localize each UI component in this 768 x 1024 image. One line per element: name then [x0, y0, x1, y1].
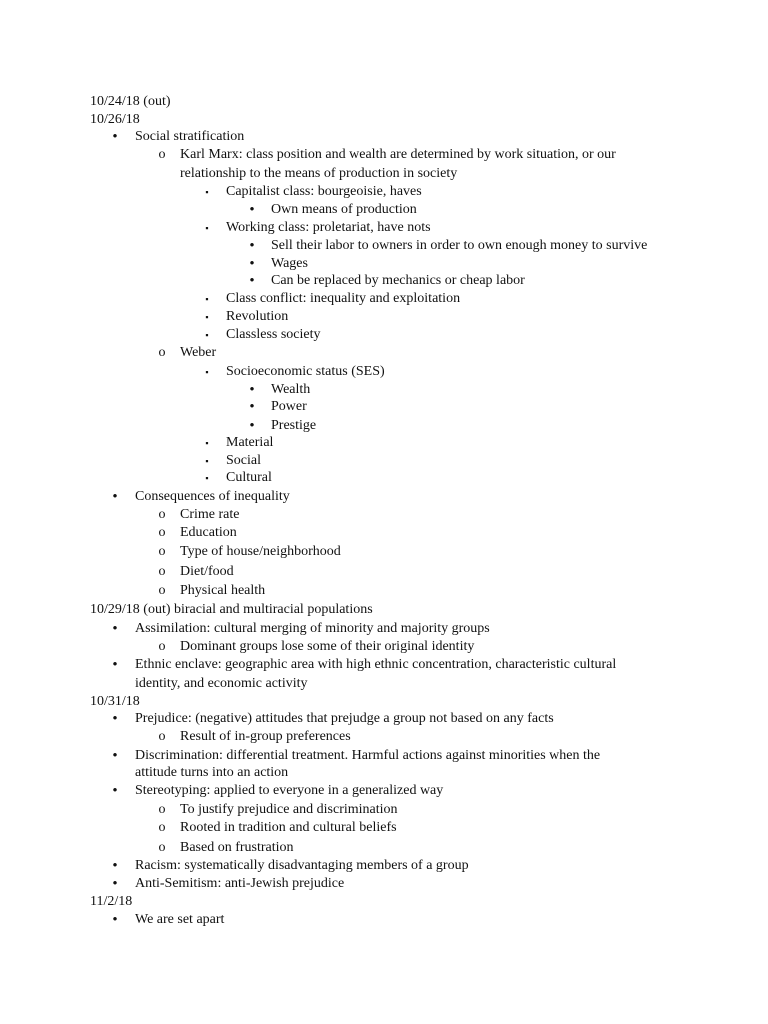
outline-line [0, 728, 768, 747]
bullet-marker: ▪ [205, 473, 209, 483]
bullet-marker: ▪ [205, 438, 209, 448]
outline-text: Dominant groups lose some of their original identity [180, 639, 475, 654]
bullet-marker: • [249, 256, 255, 272]
outline-text: Socioeconomic status (SES) [226, 364, 385, 379]
outline-text: Education [180, 525, 237, 540]
outline-text: Material [226, 435, 274, 450]
outline-text: Result of in-group preferences [180, 729, 351, 744]
outline-line [0, 543, 768, 562]
bullet-marker: o [158, 507, 166, 522]
outline-text: Assimilation: cultural merging of minority and majority groups [135, 621, 490, 636]
bullet-marker: o [158, 345, 166, 360]
outline-line [0, 524, 768, 543]
outline-line [0, 601, 768, 620]
bullet-marker: • [112, 748, 118, 764]
outline-line [0, 398, 768, 417]
outline-text: Power [271, 399, 307, 414]
outline-line [0, 911, 768, 930]
outline-text: Capitalist class: bourgeoisie, haves [226, 184, 422, 199]
bullet-marker: ▪ [205, 367, 209, 377]
bullet-marker: o [158, 564, 166, 579]
outline-line [0, 582, 768, 601]
outline-line [0, 506, 768, 525]
outline-line [0, 875, 768, 894]
outline-line [0, 219, 768, 238]
outline-line [0, 893, 768, 912]
outline-line [0, 819, 768, 838]
outline-line [0, 201, 768, 220]
outline-line [0, 93, 768, 112]
outline-text: Ethnic enclave: geographic area with high ethnic concentration, characteristic cultural [135, 657, 617, 672]
bullet-marker: ▪ [205, 330, 209, 340]
outline-line [0, 563, 768, 582]
outline-line [0, 782, 768, 801]
bullet-marker: o [158, 525, 166, 540]
outline-text: Prestige [271, 418, 317, 433]
outline-text: Can be replaced by mechanics or cheap labor [271, 273, 525, 288]
bullet-marker: o [158, 802, 166, 817]
bullet-marker: o [158, 147, 166, 162]
outline-text: identity, and economic activity [135, 676, 308, 691]
outline-text: Sell their labor to owners in order to own enough money to survive [271, 238, 648, 253]
outline-text: Physical health [180, 583, 266, 598]
outline-line [0, 801, 768, 820]
outline-text: Social stratification [135, 129, 245, 144]
outline-text: Rooted in tradition and cultural beliefs [180, 820, 397, 835]
outline-text: Working class: proletariat, have nots [226, 220, 431, 235]
outline-text: Classless society [226, 327, 321, 342]
date-heading: 10/24/18 (out) [90, 94, 171, 109]
bullet-marker: o [158, 820, 166, 835]
outline-line [0, 857, 768, 876]
outline-line [0, 620, 768, 639]
outline-text: relationship to the means of production in society [180, 166, 458, 181]
bullet-marker: • [112, 876, 118, 892]
bullet-marker: ▪ [205, 223, 209, 233]
outline-line [0, 308, 768, 327]
outline-line [0, 290, 768, 309]
outline-line [0, 469, 768, 488]
bullet-marker: • [112, 783, 118, 799]
outline-text: We are set apart [135, 912, 225, 927]
bullet-marker: o [158, 639, 166, 654]
outline-text: Based on frustration [180, 840, 294, 855]
outline-line [0, 434, 768, 453]
outline-line [0, 344, 768, 363]
bullet-marker: • [112, 129, 118, 145]
outline-line [0, 839, 768, 858]
bullet-marker: o [158, 544, 166, 559]
date-heading: 10/31/18 [90, 694, 140, 709]
outline-text: Weber [180, 345, 217, 360]
bullet-marker: • [112, 711, 118, 727]
outline-text: Racism: systematically disadvantaging members of a group [135, 858, 469, 873]
outline-text: Discrimination: differential treatment. Harmful actions against minorities when the [135, 748, 601, 763]
bullet-marker: • [249, 418, 255, 434]
date-heading: 10/29/18 (out) biracial and multiracial populations [90, 602, 373, 617]
outline-text: Cultural [226, 470, 272, 485]
bullet-marker: • [112, 657, 118, 673]
bullet-marker: • [112, 489, 118, 505]
outline-text: To justify prejudice and discrimination [180, 802, 398, 817]
outline-line [0, 326, 768, 345]
bullet-marker: • [112, 912, 118, 928]
bullet-marker: • [249, 399, 255, 415]
bullet-marker: • [249, 202, 255, 218]
outline-line [0, 272, 768, 291]
outline-text: Wealth [271, 382, 311, 397]
outline-text: Consequences of inequality [135, 489, 290, 504]
outline-line [0, 146, 768, 165]
bullet-marker: • [249, 382, 255, 398]
outline-text: Stereotyping: applied to everyone in a generalized way [135, 783, 444, 798]
outline-text: attitude turns into an action [135, 765, 289, 780]
outline-line [0, 165, 768, 184]
bullet-marker: • [249, 238, 255, 254]
bullet-marker: • [112, 621, 118, 637]
outline-text: Anti-Semitism: anti-Jewish prejudice [135, 876, 345, 891]
bullet-marker: ▪ [205, 187, 209, 197]
outline-text: Social [226, 453, 261, 468]
outline-line [0, 638, 768, 657]
outline-text: Crime rate [180, 507, 240, 522]
outline-text: Type of house/neighborhood [180, 544, 341, 559]
outline-line [0, 764, 768, 783]
outline-text: Own means of production [271, 202, 417, 217]
outline-line [0, 710, 768, 729]
outline-line [0, 675, 768, 694]
bullet-marker: o [158, 729, 166, 744]
outline-text: Class conflict: inequality and exploitation [226, 291, 461, 306]
outline-text: Wages [271, 256, 308, 271]
bullet-marker: ▪ [205, 456, 209, 466]
outline-line [0, 363, 768, 382]
bullet-marker: ▪ [205, 294, 209, 304]
outline-line [0, 237, 768, 256]
outline-text: Prejudice: (negative) attitudes that prejudge a group not based on any facts [135, 711, 554, 726]
bullet-marker: • [112, 858, 118, 874]
outline-text: Karl Marx: class position and wealth are determined by work situation, or our [180, 147, 616, 162]
date-heading: 11/2/18 [90, 894, 133, 909]
bullet-marker: ▪ [205, 312, 209, 322]
outline-line [0, 656, 768, 675]
outline-line [0, 488, 768, 507]
date-heading: 10/26/18 [90, 112, 140, 127]
bullet-marker: o [158, 583, 166, 598]
outline-text: Revolution [226, 309, 289, 324]
bullet-marker: • [249, 273, 255, 289]
bullet-marker: o [158, 840, 166, 855]
outline-line [0, 128, 768, 147]
outline-line [0, 183, 768, 202]
outline-text: Diet/food [180, 564, 234, 579]
